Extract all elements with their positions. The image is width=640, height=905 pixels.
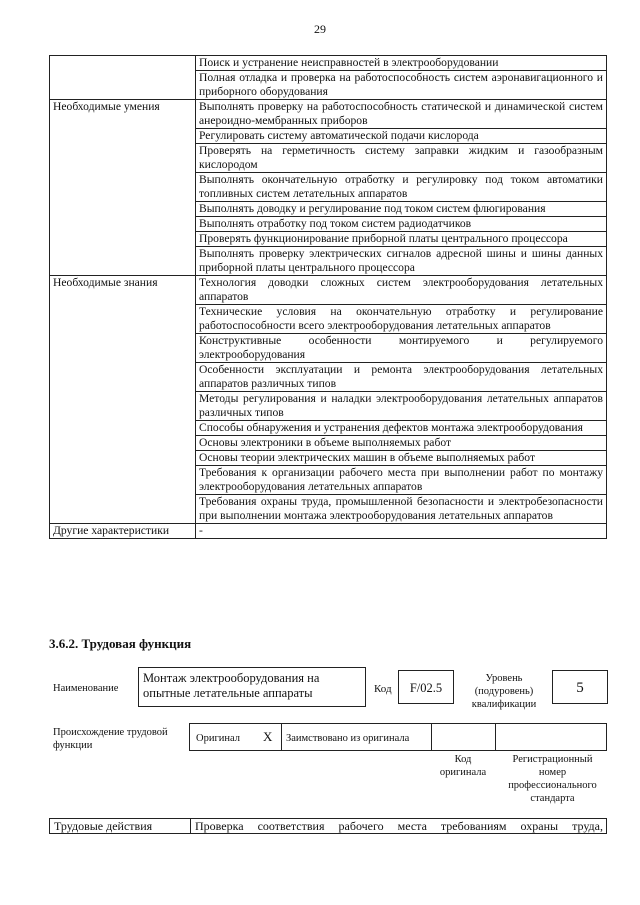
requirement-item: Основы теории электрических машин в объеме выполняемых работ [196, 451, 607, 466]
code-value: F/02.5 [398, 670, 454, 704]
row-heading: Другие характеристики [50, 524, 196, 539]
borrowed-label: Заимствовано из оригинала [286, 733, 410, 744]
requirement-item: Выполнять отработку под током систем радиодатчиков [196, 217, 607, 232]
row-heading: Необходимые знания [50, 276, 196, 524]
actions-label: Трудовые действия [54, 819, 153, 833]
origin-table [189, 723, 607, 751]
original-label: Оригинал [196, 733, 240, 744]
requirement-item: Требования охраны труда, промышленной безопасности и электробезопасности при выполнении монтажа электрооборудования летательных аппаратов [196, 495, 607, 524]
table-row [50, 276, 607, 305]
code-original-label: Код оригинала [439, 754, 487, 778]
row-heading [50, 56, 196, 100]
requirement-item: Технические условия на окончательную отработку и регулирование работоспособности всего электрооборудования летательных аппаратов [196, 305, 607, 334]
original-mark: X [263, 729, 273, 744]
row-heading: Необходимые умения [50, 100, 196, 276]
requirement-item: Технология доводки сложных систем электрооборудования летательных аппаратов [196, 276, 607, 305]
qualification-level-value: 5 [552, 670, 608, 704]
requirement-item: - [196, 524, 607, 539]
section-title: 3.6.2. Трудовая функция [49, 636, 192, 651]
requirement-item: Проверять на герметичность систему заправки жидким и газообразным кислородом [196, 144, 607, 173]
code-label: Код [374, 683, 392, 695]
requirement-item: Способы обнаружения и устранения дефектов монтажа электрооборудования [196, 421, 607, 436]
page-number: 29 [314, 22, 326, 36]
requirement-item: Методы регулирования и наладки электрооборудования летательных аппаратов различных типов [196, 392, 607, 421]
requirement-item: Проверять функционирование приборной платы центрального процессора [196, 232, 607, 247]
table-row [50, 100, 607, 129]
competency-table [49, 55, 607, 539]
requirement-item: Выполнять проверку электрических сигналов адресной шины и шины данных приборной платы центрального процессора [196, 247, 607, 276]
table-row [50, 56, 607, 71]
requirement-item: Регулировать систему автоматической подачи кислорода [196, 129, 607, 144]
function-name-value: Монтаж электрооборудования на опытные летательные аппараты [138, 667, 366, 707]
actions-first-item: Проверка соответствия рабочего места требованиям охраны труда, [195, 819, 603, 833]
requirement-item: Выполнять доводку и регулирование под током систем флюгирования [196, 202, 607, 217]
requirement-item: Полная отладка и проверка на работоспособность систем аэронавигационного и приборного оборудования [196, 71, 607, 100]
table-row [50, 524, 607, 539]
requirement-item: Поиск и устранение неисправностей в электрооборудовании [196, 56, 607, 71]
requirement-item: Выполнять проверку на работоспособность статической и динамической систем анероидно-мембранных приборов [196, 100, 607, 129]
actions-row [49, 818, 607, 834]
name-label: Наименование [53, 683, 119, 694]
requirement-item: Выполнять окончательную отработку и регулировку под током автоматики топливных систем летательных аппаратов [196, 173, 607, 202]
origin-label: Происхождение трудовой функции [53, 727, 168, 751]
requirement-item: Конструктивные особенности монтируемого и регулируемого электрооборудования [196, 334, 607, 363]
reg-number-label: Регистрационный номер профессионального стандарта [508, 754, 597, 804]
requirement-item: Требования к организации рабочего места при выполнении работ по монтажу электрооборудования летательных аппаратов [196, 466, 607, 495]
requirement-item: Основы электроники в объеме выполняемых работ [196, 436, 607, 451]
requirement-item: Особенности эксплуатации и ремонта электрооборудования летательных аппаратов различных типов [196, 363, 607, 392]
qualification-level-label: Уровень (подуровень) квалификации [471, 673, 537, 710]
